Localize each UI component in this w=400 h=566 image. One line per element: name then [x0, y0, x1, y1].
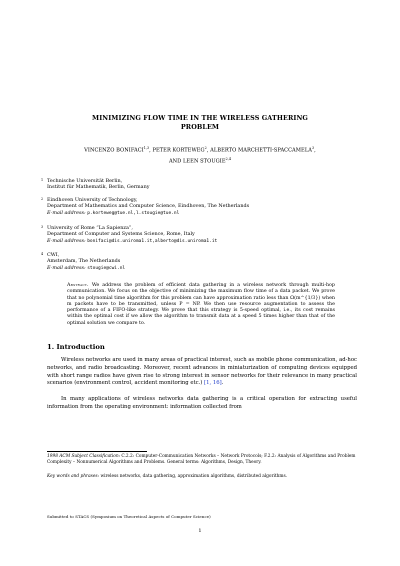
email-address[interactable]: bonifaci@dis.uniroma1.it,alberto@dis.uniroma1.it — [87, 238, 218, 244]
affiliation-line: Amsterdam, The Netherlands — [47, 258, 121, 265]
author-name: , ALBERTO MARCHETTI-SPACCAMELA — [206, 147, 312, 154]
section-heading: 1. Introduction — [47, 343, 105, 351]
keywords-label: Key words and phrases: — [47, 474, 100, 479]
intro-paragraph-2: In many applications of wireless networks data gathering is a critical operation for extracting useful information from the operating environment: information collected from — [47, 396, 357, 410]
affiliation-line: Department of Computer and Systems Science, Rome, Italy — [47, 231, 195, 238]
author-separator: , — [314, 147, 316, 154]
affiliation-3 — [41, 224, 367, 245]
title-line-2: PROBLEM — [180, 123, 220, 131]
email-label: E-mail address: — [47, 209, 86, 216]
intro-paragraph-1 — [47, 357, 357, 388]
affiliation-line: Technische Universität Berlin, — [47, 178, 123, 184]
affiliation-2 — [41, 196, 367, 217]
paragraph-text: . — [221, 380, 224, 387]
abstract-text: We address the problem of efficient data gathering in a wireless network through multi-hop communication. We focus on the objective of minimizing the maximum flow time of a data packet. We prove that no polynomial time algorithm for this problem can have approximation ratio less than Ω(m^{1/3}) when m packets have to be transmitted, unless P = NP. We then use resource augmentation to assess the performance of a FIFO-like strategy. We prove that this strategy is 5-speed optimal, i.e., its cost remains within the optimal cost if we allow the algorithm to transmit data at a speed 5 times higher than that of the optimal solution we compare to. — [67, 283, 335, 326]
affiliation-line: CWI, — [47, 252, 60, 258]
affiliation-line: Institut für Mathematik, Berlin, Germany — [47, 184, 150, 191]
affiliation-line: Department of Mathematics and Computer Science, Eindhoven, The Netherlands — [47, 203, 250, 210]
keywords — [47, 474, 357, 480]
author-affil-mark: 2 — [204, 146, 207, 150]
affiliation-line: Eindhoven University of Technology, — [47, 197, 138, 203]
acm-text: C.2.2: Computer-Communication Networks – Network Protocols; F.2.2: Analysis of Algorithms and Problem Complexity – Nonnumerical Algorithms and Problems. General terms: Algorithms, Design, Theory. — [47, 454, 356, 465]
footnote-rule — [47, 451, 147, 452]
keywords-text: wireless networks, data gathering, approximation algorithms, distributed algorithms. — [100, 474, 288, 479]
affiliation-email-line — [47, 238, 367, 245]
author-affil-mark: 1,3 — [143, 146, 150, 150]
abstract-label: Abstract. — [67, 283, 89, 288]
affiliation-email-line — [47, 265, 367, 272]
affiliation-number: 2 — [41, 196, 44, 201]
email-address[interactable]: p.korteweg@tue.nl,l.stougie@tue.nl — [87, 210, 180, 216]
email-label: E-mail address: — [47, 237, 86, 244]
paragraph-text: Wireless networks are used in many areas of practical interest, such as mobile phone communication, ad-hoc networks, and radio broadcasting. Moreover, recent advances in miniaturization of computing devices equipped with short range radios have given rise to strong interest in sensor networks for their relevance in many practical scenarios (environment control, accident monitoring etc.) — [47, 357, 357, 387]
authors-line-1 — [0, 144, 400, 155]
author-affil-mark: 2,4 — [225, 156, 232, 161]
abstract — [67, 283, 335, 327]
acm-classification — [47, 454, 357, 466]
author-name: AND LEEN STOUGIE — [168, 158, 226, 165]
author-name: VINCENZO BONIFACI — [84, 147, 144, 154]
title-line-1: MINIMIZING FLOW TIME IN THE WIRELESS GATHERING — [92, 114, 308, 122]
email-label: E-mail address: — [47, 264, 86, 271]
author-name: , PETER KORTEWEG — [149, 147, 205, 154]
page-number: 1 — [198, 528, 202, 534]
affiliation-email-line — [47, 210, 367, 217]
affiliation-4 — [41, 251, 367, 272]
affiliation-number: 4 — [41, 251, 44, 256]
affiliation-1 — [41, 177, 367, 191]
affiliation-line: University of Rome “La Sapienza”, — [47, 225, 133, 231]
submission-note: Submitted to STACS (Symposium on Theoretical Aspects of Computer Science) — [47, 514, 211, 519]
acm-label: 1998 ACM Subject Classification: — [47, 454, 121, 459]
affiliation-number: 1 — [41, 177, 44, 182]
author-affil-mark: 3 — [312, 146, 315, 150]
author-list — [0, 144, 400, 166]
affiliation-number: 3 — [41, 224, 44, 229]
email-address[interactable]: stougie@cwi.nl — [87, 265, 126, 271]
paper-title — [0, 114, 400, 132]
authors-line-2 — [0, 155, 400, 166]
citation-link[interactable]: [1, 16] — [204, 380, 222, 387]
